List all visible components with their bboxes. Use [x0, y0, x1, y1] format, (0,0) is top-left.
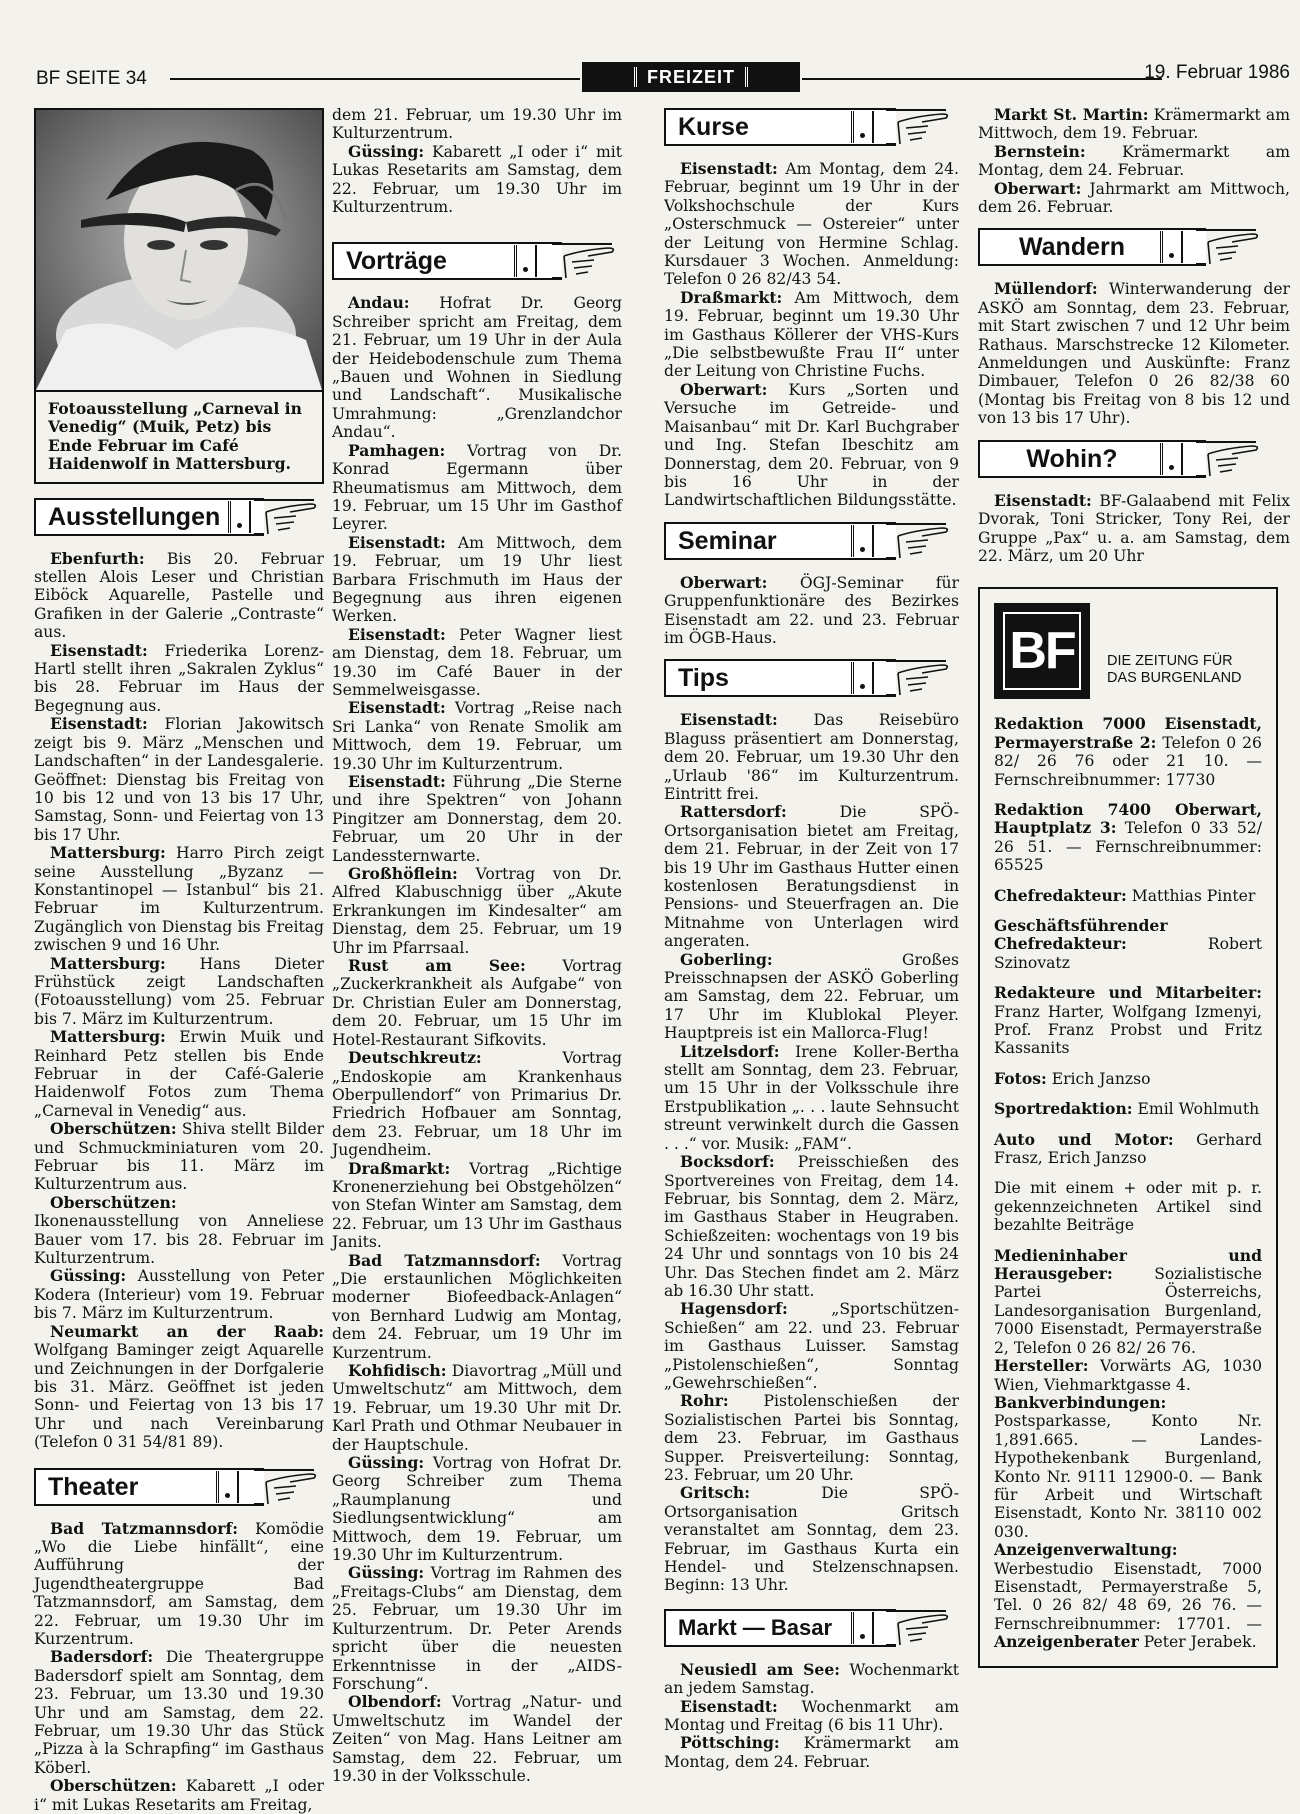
- section-head-wandern: [978, 228, 1290, 268]
- entry-place: Markt St. Martin:: [994, 105, 1149, 124]
- entry-place: Eisenstadt:: [348, 698, 446, 718]
- entry-place: Oberwart:: [680, 572, 768, 592]
- pointing-hand-icon: [886, 1609, 966, 1647]
- entry-place: Draßmarkt:: [680, 287, 783, 307]
- section-head-tips: [664, 659, 959, 699]
- list-item: [34, 1520, 324, 1649]
- section-title: Wandern: [982, 231, 1163, 263]
- entry-place: Müllendorf:: [994, 279, 1098, 299]
- entry-text: Vortrag „Reise nach Sri Lanka“ von Renate Smolik am Mittwoch, dem 19. Februar, um 19.30 Uhr im Kulturzentrum.: [332, 699, 622, 773]
- pointing-hand-icon: [886, 659, 966, 697]
- entry-place: Pöttsching:: [680, 1733, 780, 1753]
- impressum-box: [978, 587, 1278, 1667]
- entry-place: Ebenfurth:: [50, 548, 145, 568]
- impressum-item: [994, 715, 1262, 789]
- entry-place: Güssing:: [348, 1563, 425, 1583]
- entry-place: Hagensdorf:: [680, 1299, 788, 1319]
- entry-place: Bad Tatzmannsdorf:: [50, 1518, 238, 1538]
- entry-place: Rust am See:: [348, 956, 526, 976]
- column-2: [332, 106, 622, 1785]
- entry-text: Führung „Die Sterne und ihre Spektren“ von Johann Pingitzer am Donnerstag, dem 20. Februar, um 20 Uhr in der Landessternwarte.: [332, 773, 622, 865]
- section-label: [582, 62, 800, 92]
- entry-text: ÖGJ-Seminar für Gruppenfunktionäre des Bezirkes Eisenstadt am 22. und 23. Februar im ÖGB-Haus.: [664, 573, 959, 647]
- entry-text: Das Reisebüro Blaguss präsentiert am Donnerstag, dem 20. Februar, um 19.30 Uhr den „Urlaub '86“ im Kulturzentrum. Eintritt frei.: [664, 711, 959, 803]
- section-head-box: [978, 228, 1206, 266]
- list-item: [664, 1300, 959, 1392]
- impressum-label: Medieninhaber und Herausgeber:: [994, 1245, 1262, 1284]
- list-item: [664, 381, 959, 510]
- list-item: [664, 574, 959, 648]
- entry-place: Bad Tatzmannsdorf:: [348, 1250, 541, 1270]
- entry-text: Ausstellung von Peter Kodera (Interieur) vom 19. Februar bis 7. März im Kulturzentrum.: [34, 1267, 324, 1323]
- section-title: Vorträge: [336, 245, 517, 277]
- impressum-label: Anzeigenverwaltung:: [994, 1540, 1178, 1560]
- list-item: [332, 1252, 622, 1362]
- list-item: [978, 492, 1290, 566]
- entry-list-wohin: [978, 492, 1290, 566]
- list-item: [34, 550, 324, 642]
- entry-list-vortraege: [332, 294, 622, 1785]
- entry-place: Bernstein:: [994, 141, 1086, 161]
- section-head-box: [664, 659, 896, 697]
- entry-text: Vortrag von Hofrat Dr. Georg Schreiber zum Thema „Raumplanung und Siedlungsentwicklung“ am Mittwoch, dem 19. Februar, um 19.30 Uhr im Kulturzentrum.: [332, 1454, 622, 1565]
- impressum-item: [994, 1357, 1262, 1394]
- entry-text: Erwin Muik und Reinhard Petz stellen bis Ende Februar in der Café-Galerie Haidenwolf Fotos zum Thema „Carneval in Venedig“ aus.: [34, 1028, 324, 1120]
- impressum-text: Peter Jerabek.: [1138, 1633, 1257, 1652]
- entry-place: Oberwart:: [680, 379, 768, 399]
- list-item: [664, 1661, 959, 1698]
- entry-place: Eisenstadt:: [348, 532, 446, 552]
- section-head-vortraege: [332, 242, 622, 282]
- entry-place: Güssing:: [50, 1266, 127, 1286]
- bf-slogan: [1107, 653, 1242, 687]
- entry-list-ausstellungen: [34, 550, 324, 1452]
- list-item: [332, 1693, 622, 1785]
- impressum-text: Robert Szinovatz: [994, 935, 1262, 972]
- list-item: [332, 865, 622, 957]
- list-item: [332, 534, 622, 626]
- impressum-text: Telefon 0 26 82/ 26 76 oder 21 10. — Fernschreibnummer: 17730: [994, 733, 1262, 789]
- theater-continuation: dem 21. Februar, um 19.30 Uhr im Kulturzentrum.: [332, 106, 622, 143]
- impressum-items: [994, 715, 1262, 1234]
- impressum-label: Chefredakteur:: [994, 885, 1127, 905]
- impressum-item: [994, 1633, 1257, 1651]
- list-item: [34, 1648, 324, 1777]
- list-item: [332, 294, 622, 441]
- entry-text: Vortrag „Die erstaunlichen Möglichkeiten moderner Biofeedback-Anlagen“ von Bernhard Ludwig am Montag, dem 24. Februar, um 19 Uhr im Kurzentrum.: [332, 1251, 622, 1362]
- list-item: [664, 951, 959, 1043]
- section-head-wohin: [978, 440, 1290, 480]
- list-item: [664, 289, 959, 381]
- section-head-box: [664, 108, 896, 146]
- impressum-item: [994, 917, 1262, 972]
- page-number: BF SEITE 34: [36, 68, 147, 89]
- entry-place: Kohfidisch:: [348, 1361, 447, 1380]
- list-item: [332, 442, 622, 534]
- section-head-box: [34, 1468, 264, 1506]
- list-item: [664, 1392, 959, 1484]
- list-item: [978, 106, 1290, 143]
- entry-place: Eisenstadt:: [680, 710, 778, 730]
- list-item: [978, 180, 1290, 217]
- entry-list-markt: [664, 1661, 959, 1771]
- section-title: Seminar: [668, 525, 854, 557]
- entry-list-wandern: [978, 280, 1290, 427]
- entry-text: Die SPÖ-Ortsorganisation bietet am Freitag, dem 21. Februar, in der Zeit von 17 bis 19 Uhr im Gasthaus Hutter einen kostenlosen Beratungsdienst in Pensions- und Steuerfragen an. Die Mitnahme von Unterlagen wird angeraten.: [664, 803, 959, 951]
- section-head-theater: [34, 1468, 324, 1508]
- list-item: [34, 715, 324, 844]
- entry-place: Rattersdorf:: [680, 802, 787, 822]
- entry-text: Kurs „Sorten und Versuche im Getreide- und Maisanbau“ mit Dr. Karl Buchgraber und Ing. Stefan Ibeschitz am Donnerstag, dem 20. Februar, von 9 bis 16 Uhr in der Landwirtschaftlichen Bildungsstätte.: [664, 380, 959, 510]
- header-rule-right: [802, 78, 1162, 80]
- entry-text: Die Theatergruppe Badersdorf spielt am Sonntag, dem 23. Februar, um 13.30 und 19.30 Uhr und am Samstag, dem 22. Februar, um 19.30 Uhr das Stück „Pizza à la Schrapfing“ im Gasthaus Köberl.: [34, 1648, 324, 1777]
- impressum-label: Redaktion 7000 Eisenstadt, Permayerstraße 2:: [994, 714, 1262, 752]
- entry-text: Am Montag, dem 24. Februar, beginnt um 19 Uhr in der Volkshochschule der Kurs „Osterschmuck — Ostereier“ unter der Leitung von Hermine Schlag. Kursdauer 3 Wochen. Anmeldung: Telefon 0 26 82/43 54.: [664, 160, 959, 289]
- impressum-item: [994, 1394, 1262, 1541]
- impressum-item: [994, 1070, 1262, 1088]
- entry-text: Vortrag „Zuckerkrankheit als Aufgabe“ von Dr. Christian Euler am Donnerstag, dem 20. Februar, um 15 Uhr im Hotel-Restaurant Sifkovits.: [332, 957, 622, 1049]
- entry-text: Preisschießen des Sportvereines von Freitag, dem 14. Februar, bis Sonntag, dem 2. März, im Gasthaus Staber in Heugraben. Schießzeiten: wochentags von 19 bis 24 Uhr und sonntags von 10 bis 24 Uhr. Das Stechen findet am 2. März ab 16.30 Uhr statt.: [664, 1153, 959, 1300]
- entry-text: Vortrag von Dr. Konrad Egermann über Rheumatismus am Mittwoch, dem 19. Februar, um 15 Uhr im Gasthof Leyrer.: [332, 441, 622, 534]
- entry-text: Peter Wagner liest am Dienstag, dem 18. Februar, um 19.30 im Café Bauer in der Semmelweisgasse.: [332, 625, 622, 699]
- pointing-hand-icon: [1196, 228, 1276, 266]
- section-title: Theater: [38, 1471, 219, 1503]
- bf-slogan-line-1: DIE ZEITUNG FÜR: [1106, 653, 1233, 670]
- entry-list-tips: [664, 711, 959, 1595]
- entry-text: Hans Dieter Frühstück zeigt Landschaften (Fotoausstellung) vom 25. Februar bis 7. März im Kulturzentrum.: [34, 954, 324, 1028]
- list-item: [978, 143, 1290, 180]
- column-3: [664, 108, 959, 1771]
- impressum-text: Telefon 0 33 52/ 26 51. — Fernschreibnummer: 65525: [994, 819, 1262, 875]
- entry-place: Eisenstadt:: [994, 490, 1092, 510]
- pointing-hand-icon: [552, 242, 632, 280]
- entry-text: Krämermarkt am Montag, dem 24. Februar.: [664, 1734, 959, 1771]
- entry-text: Vortrag von Dr. Alfred Klabuschnigg über „Akute Erkrankungen im Kindesalter“ am Dienstag, dem 25. Februar, um 19 Uhr im Pfarrsaal.: [332, 865, 622, 957]
- list-item: [664, 1043, 959, 1153]
- section-title: Kurse: [668, 111, 854, 143]
- entry-place: Güssing:: [348, 1453, 425, 1473]
- entry-place: Mattersburg:: [50, 953, 166, 973]
- list-item: [664, 1153, 959, 1300]
- entry-text: Winterwanderung der ASKÖ am Sonntag, dem 23. Februar, mit Start zwischen 7 und 12 Uhr beim Rathaus. Marschstrecke 12 Kilometer. Anmeldungen und Auskünfte: Franz Dimbauer, Telefon 0 26 82/38 60 (Montag bis Freitag von 8 bis 12 und von 13 bis 17 Uhr).: [978, 280, 1290, 428]
- entry-text: Harro Pirch zeigt seine Ausstellung „Byzanz — Konstantinopel — Istanbul“ bis 21. Februar im Kulturzentrum. Zugänglich von Dienstag bis Freitag zwischen 9 und 16 Uhr.: [34, 844, 324, 955]
- impressum-publisher-block: [994, 1247, 1262, 1652]
- entry-place: Güssing:: [348, 141, 425, 161]
- page-header: [36, 62, 1290, 92]
- entry-text: Jahrmarkt am Mittwoch, dem 26. Februar.: [978, 179, 1290, 217]
- section-head-seminar: [664, 522, 959, 562]
- column-1: [34, 108, 324, 1814]
- list-item: [34, 1267, 324, 1322]
- entry-text: Wolfgang Baminger zeigt Aquarelle und Zeichnungen in der Dorfgalerie bis 31. März. Geöffnet ist jeden Sonn- und Feiertag von 13 bis 17 Uhr und nach Vereinbarung (Telefon 0 31 54/81 89).: [34, 1341, 324, 1452]
- list-item: [332, 1160, 622, 1252]
- list-item: [34, 844, 324, 954]
- entry-place: Goberling:: [680, 949, 773, 969]
- list-item: [332, 773, 622, 865]
- list-item: [34, 642, 324, 716]
- section-title: Tips: [668, 662, 854, 694]
- entry-place: Mattersburg:: [50, 1027, 166, 1047]
- entry-place: Eisenstadt:: [50, 714, 148, 734]
- section-head-box: [664, 1609, 896, 1647]
- impressum-items-publisher: [994, 1247, 1262, 1652]
- list-item: [332, 699, 622, 773]
- entry-place: Deutschkreutz:: [348, 1048, 482, 1068]
- column-4: [978, 106, 1290, 1668]
- entry-place: Eisenstadt:: [680, 159, 778, 178]
- impressum-text: Gerhard Frasz, Erich Janzso: [994, 1130, 1262, 1168]
- entry-place: Bocksdorf:: [680, 1152, 775, 1172]
- entry-text: BF-Galaabend mit Felix Dvorak, Toni Stricker, Tony Rei, der Gruppe „Pax“ u. a. am Samstag, dem 22. März, um 20 Uhr: [978, 491, 1290, 565]
- entry-text: Großes Preisschnapsen der ASKÖ Goberling am Samstag, dem 22. Februar, um 17 Uhr im Klublokal Pleyer. Hauptpreis ist ein Mallorca-Flug!: [664, 950, 959, 1043]
- impressum-label: Geschäftsführender Chefredakteur:: [994, 915, 1168, 954]
- impressum-label: Redakteure und Mitarbeiter:: [994, 983, 1262, 1003]
- impressum-item: [994, 1247, 1262, 1357]
- entry-text: Vortrag im Rahmen des „Freitags-Clubs“ am Dienstag, dem 25. Februar, um 19.30 Uhr im Kulturzentrum. Dr. Peter Arends spricht über die neuesten Erkenntnisse in der „AIDS-Forschung“.: [332, 1564, 622, 1693]
- list-item: [34, 955, 324, 1029]
- section-label-text: FREIZEIT: [634, 67, 748, 87]
- entry-place: Neumarkt an der Raab:: [50, 1321, 324, 1341]
- entry-place: Gritsch:: [680, 1483, 751, 1503]
- entry-text: Kabarett „I oder i“ mit Lukas Resetarits am Freitag,: [34, 1777, 324, 1814]
- entry-place: Pamhagen:: [348, 440, 446, 460]
- entry-text: Hofrat Dr. Georg Schreiber spricht am Freitag, dem 21. Februar, um 19 Uhr in der Aula der Heidebodenschule zum Thema „Bauen und Wohnen in Siedlung und Landschaft“. Musikalische Umrahmung: „Grenzlandchor Andau“.: [332, 294, 622, 442]
- entry-text: Friederika Lorenz-Hartl stellt ihren „Sakralen Zyklus“ bis 28. Februar im Haus der Begegnung aus.: [34, 641, 324, 715]
- bf-logo: [994, 603, 1090, 699]
- pointing-hand-icon: [254, 498, 334, 536]
- list-item: [34, 1028, 324, 1120]
- entry-text: Vortrag „Richtige Kronenerziehung bei Obstgehölzen“ von Stefan Winter am Samstag, dem 22. Februar, um 13 Uhr im Gasthaus Janits.: [332, 1159, 622, 1252]
- section-head-ausstellungen: [34, 498, 324, 538]
- bf-logo-text: BF: [1003, 612, 1081, 690]
- entry-text: Am Mittwoch, dem 19. Februar, beginnt um 19.30 Uhr im Gasthaus Köllerer der VHS-Kurs „Die selbstbewußte Frau II“ unter der Leitung von Christine Fuchs.: [664, 288, 959, 381]
- section-title: Ausstellungen: [38, 501, 231, 533]
- pointing-hand-icon: [1196, 440, 1276, 478]
- impressum-label: Sportredaktion:: [994, 1099, 1133, 1119]
- entry-place: Eisenstadt:: [50, 640, 148, 660]
- impressum-text: Die mit einem + oder mit p. r. gekennzeichneten Artikel sind bezahlte Beiträge: [994, 1179, 1262, 1235]
- impressum-label: Auto und Motor:: [994, 1129, 1174, 1149]
- entry-place: Oberschützen:: [50, 1192, 177, 1212]
- entry-place: Neusiedl am See:: [680, 1659, 841, 1679]
- entry-text: Wochenmarkt an jedem Samstag.: [664, 1660, 959, 1698]
- entry-text: Krämermarkt am Montag, dem 24. Februar.: [978, 142, 1290, 180]
- section-head-box: [664, 522, 896, 560]
- entry-text: Kabarett „I oder i“ mit Lukas Resetarits am Samstag, dem 22. Februar, um 19.30 Uhr im Kulturzentrum.: [332, 142, 622, 217]
- section-head-markt: [664, 1609, 959, 1649]
- portrait-illustration: [36, 110, 322, 390]
- entry-text: Vortrag „Natur- und Umweltschutz im Wandel der Zeiten“ von Mag. Hans Leitner am Samstag, dem 22. Februar, um 19.30 in der Volksschule.: [332, 1693, 622, 1785]
- impressum-label: Bankverbindungen:: [994, 1392, 1167, 1412]
- impressum-item: [994, 1131, 1262, 1168]
- list-item: [34, 1194, 324, 1268]
- list-item: [664, 1734, 959, 1771]
- entry-text: Shiva stellt Bilder und Schmuckminiaturen vom 20. Februar bis 11. März im Kulturzentrum aus.: [34, 1120, 324, 1194]
- entry-place: Eisenstadt:: [348, 772, 446, 791]
- entry-place: Eisenstadt:: [680, 1696, 778, 1716]
- list-item: [332, 1049, 622, 1159]
- impressum-label: Fotos:: [994, 1068, 1047, 1088]
- impressum-label: Hersteller:: [994, 1356, 1089, 1376]
- header-rule-left: [170, 78, 580, 80]
- impressum-item: [994, 887, 1262, 905]
- photo-caption: Fotoausstellung „Carneval in Venedig“ (Muik, Petz) bis Ende Februar im Café Haidenwolf in Mattersburg.: [34, 392, 324, 484]
- impressum-text: Franz Harter, Wolfgang Izmenyi, Prof. Franz Probst und Fritz Kassanits: [994, 1002, 1262, 1058]
- entry-list-theater-cont: [332, 143, 622, 217]
- entry-text: „Sportschützen-Schießen“ am 22. und 23. Februar im Gasthaus Luisser. Samstag „Pistolenschießen“, Sonntag „Gewehrschießen“.: [664, 1300, 959, 1392]
- section-head-box: [332, 242, 562, 280]
- impressum-text: Vorwärts AG, 1030 Wien, Viehmarktgasse 4.: [994, 1357, 1262, 1394]
- list-item: [34, 1323, 324, 1452]
- entry-text: Diavortrag „Müll und Umweltschutz“ am Mittwoch, dem 19. Februar, um 19.30 Uhr mit Dr. Karl Prath und Othmar Neubauer in der Hauptschule.: [332, 1362, 622, 1454]
- impressum-item: [994, 1100, 1262, 1118]
- list-item: [34, 1777, 324, 1814]
- impressum-text: Postsparkasse, Konto Nr. 1,891.665. — Landes-Hypothekenbank Burgenland, Konto Nr. 9111 12900-0. — Bank für Arbeit und Wirtschaft Eisenstadt, Konto Nr. 38110 002 030.: [994, 1412, 1262, 1541]
- impressum-text: Erich Janzso: [1046, 1069, 1151, 1088]
- entry-text: Die SPÖ-Ortsorganisation Gritsch veranstaltet am Sonntag, dem 23. Februar, im Gasthaus Kurta ein Hendel- und Stelzenschnapsen. Beginn: 13 Uhr.: [664, 1484, 959, 1595]
- impressum-label: Redaktion 7400 Oberwart, Hauptplatz 3:: [994, 799, 1262, 838]
- list-item: [332, 1564, 622, 1693]
- impressum-text: Sozialistische Partei Österreichs, Landesorganisation Burgenland, 7000 Eisenstadt, Permayerstraße 2, Telefon 0 26 82/ 26 76.: [994, 1265, 1262, 1357]
- list-item: [332, 143, 622, 217]
- list-item: [34, 1120, 324, 1194]
- entry-text: Bis 20. Februar stellen Alois Leser und Christian Eiböck Aquarelle, Pastelle und Grafiken in der Galerie „Contraste“ aus.: [34, 549, 324, 642]
- entry-list-seminar: [664, 574, 959, 648]
- impressum-text: Matthias Pinter: [1126, 886, 1256, 905]
- entry-place: Großhöflein:: [348, 864, 458, 884]
- list-item: [664, 1484, 959, 1594]
- list-item: [332, 1362, 622, 1454]
- list-item: [664, 803, 959, 950]
- entry-text: Pistolenschießen der Sozialistischen Partei bis Sonntag, dem 23. Februar, im Gasthaus Supper. Preisverteilung: Sonntag, 23. Februar, um 20 Uhr.: [664, 1392, 959, 1484]
- entry-text: Krämermarkt am Mittwoch, dem 19. Februar.: [978, 106, 1291, 143]
- entry-text: Irene Koller-Bertha stellt am Sonntag, dem 23. Februar, um 15 Uhr in der Volksschule ihre Erstpublikation „. . . laute Sehnsucht streunt verwinkelt durch die Gassen . . .“ vor. Musik: „FAM“.: [664, 1042, 959, 1153]
- entry-place: Olbendorf:: [348, 1692, 442, 1712]
- section-head-box: [34, 498, 264, 536]
- entry-place: Oberschützen:: [50, 1119, 177, 1139]
- entry-list-markt-cont: [978, 106, 1290, 216]
- entry-text: Ikonenausstellung von Anneliese Bauer vom 17. bis 28. Februar im Kulturzentrum.: [34, 1212, 324, 1268]
- issue-date: 19. Februar 1986: [1144, 62, 1290, 83]
- impressum-header: [994, 603, 1262, 699]
- entry-place: Oberschützen:: [50, 1776, 177, 1796]
- impressum-text: Emil Wohlmuth: [1132, 1100, 1260, 1119]
- entry-place: Litzelsdorf:: [680, 1041, 780, 1061]
- pointing-hand-icon: [886, 522, 966, 560]
- list-item: [664, 160, 959, 289]
- list-item: [664, 1698, 959, 1735]
- impressum-item: [994, 984, 1262, 1058]
- entry-list-theater: [34, 1520, 324, 1814]
- entry-place: Eisenstadt:: [348, 624, 446, 644]
- impressum-text: Werbestudio Eisenstadt, 7000 Eisenstadt, Permayerstraße 5, Tel. 0 26 82/ 48 69, 26 76. — Fernschreibnummer: 17701. —: [994, 1559, 1262, 1633]
- entry-text: Wochenmarkt am Montag und Freitag (6 bis 11 Uhr).: [664, 1697, 959, 1735]
- entry-place: Oberwart:: [994, 178, 1082, 198]
- pointing-hand-icon: [254, 1468, 334, 1506]
- entry-text: Florian Jakowitsch zeigt bis 9. März „Menschen und Landschaften“ in der Landesgalerie. Geöffnet: Dienstag bis Freitag von 10 bis 12 und von 13 bis 17 Uhr, Samstag, Sonn- und Feiertag von 13 bis 17 Uhr.: [34, 715, 324, 844]
- woman-portrait-photo: [34, 108, 324, 392]
- entry-place: Mattersburg:: [50, 843, 166, 863]
- list-item: [664, 711, 959, 803]
- section-head-box: [978, 440, 1206, 478]
- entry-text: Am Mittwoch, dem 19. Februar, um 19 Uhr liest Barbara Frischmuth im Haus der Begegnung aus ihren eigenen Werken.: [332, 533, 622, 626]
- entry-place: Badersdorf:: [50, 1647, 154, 1667]
- entry-list-kurse: [664, 160, 959, 510]
- impressum-item: [994, 1179, 1262, 1234]
- list-item: [332, 957, 622, 1049]
- section-head-kurse: [664, 108, 959, 148]
- list-item: [978, 280, 1290, 427]
- entry-place: Andau:: [348, 293, 410, 313]
- entry-text: Vortrag „Endoskopie am Krankenhaus Oberpullendorf“ von Primarius Dr. Friedrich Hofbauer am Sonntag, dem 23. Februar, um 18 Uhr im Jugendheim.: [332, 1049, 622, 1160]
- section-title: Markt — Basar: [668, 1612, 854, 1644]
- section-title: Wohin?: [982, 443, 1163, 475]
- list-item: [332, 1454, 622, 1564]
- pointing-hand-icon: [886, 108, 966, 146]
- impressum-label: Anzeigenberater: [994, 1632, 1139, 1652]
- impressum-item: [994, 801, 1262, 875]
- list-item: [332, 626, 622, 700]
- impressum-item: [994, 1541, 1262, 1633]
- entry-place: Rohr:: [680, 1391, 729, 1411]
- entry-place: Draßmarkt:: [348, 1158, 451, 1178]
- entry-text: Komödie „Wo die Liebe hinfällt“, eine Aufführung der Jugendtheatergruppe Bad Tatzmannsdorf, am Samstag, dem 22. Februar, um 19.30 Uhr im Kurzentrum.: [34, 1519, 325, 1648]
- bf-slogan-line-2: DAS BURGENLAND: [1106, 670, 1242, 687]
